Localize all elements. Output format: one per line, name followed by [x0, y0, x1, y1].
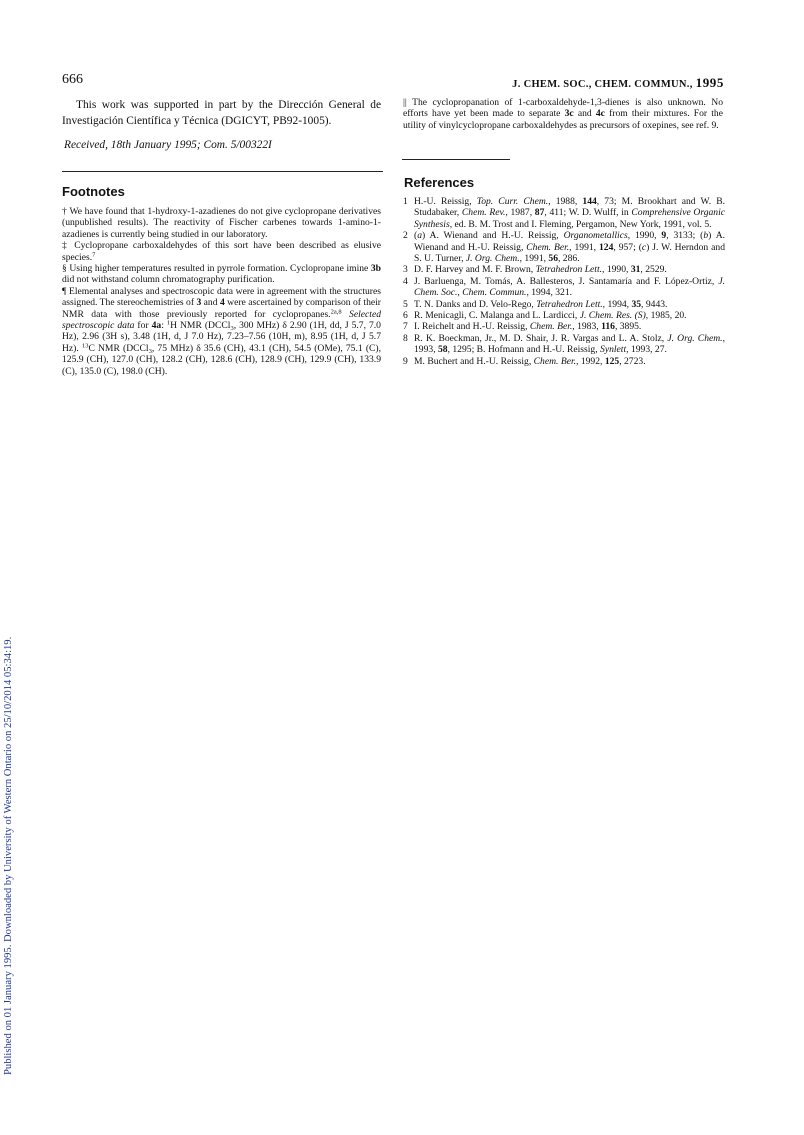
ref-volume: 144 — [582, 196, 597, 207]
ref-journal: Top. Curr. Chem. — [476, 196, 549, 207]
reference-item — [403, 321, 725, 332]
ref-journal: Chem. Ber. — [533, 355, 577, 367]
reference-number: 7 — [403, 321, 408, 333]
reference-item — [403, 356, 725, 367]
ref-journal: J. Chem. Soc., Chem. Commun. — [414, 275, 725, 299]
ref-text: , 3133; ( — [666, 230, 704, 242]
ref-volume: 58 — [437, 344, 448, 356]
ref-text: ( — [414, 230, 418, 242]
received-line: Received, 18th January 1995; Com. 5/00322I — [64, 139, 272, 151]
citation-superscript: 7 — [92, 251, 96, 259]
reference-number: 6 — [403, 310, 408, 322]
ref-journal: Organometallics — [563, 230, 628, 242]
ref-text: D. F. Harvey and M. F. Brown, — [414, 264, 536, 276]
footnote-text: did not withstand column chromatography purification. — [62, 274, 275, 286]
ref-journal: Synlett — [600, 344, 627, 356]
footnote-text: : — [161, 320, 167, 332]
footnote-text: § Using higher temperatures resulted in pyrrole formation. Cyclopropane imine — [62, 263, 371, 275]
formula-subscript: 3 — [148, 347, 152, 355]
footnote-pilcrow — [62, 286, 381, 377]
footnote-dagger: † We have found that 1-hydroxy-1-azadienes do not give cyclopropane derivatives (unpublished results). The reactivity of Fischer carbenes towards 1-amino-1-azadienes is currently being studied in our laboratory. — [62, 206, 381, 240]
footnote-text: || The cyclopropanation of 1-carboxaldehyde-1,3-dienes is also unknown. No efforts have yet been made to separate — [403, 97, 723, 120]
ref-volume: 31 — [630, 264, 641, 276]
footnote-text: from their mixtures. For the utility of vinylcyclopropane carboxaldehydes as precursors of oxepines, see ref. 9. — [403, 108, 723, 131]
ref-volume: 125 — [604, 355, 620, 367]
ref-text: , 1985, 20. — [645, 310, 687, 322]
ref-text: ) A. Wienand and H.-U. Reissig, — [422, 230, 564, 242]
footnote-text: ¶ Elemental analyses and spectroscopic data were in agreement with the structures assigned. The stereochemistries of — [62, 285, 381, 309]
ref-text: , 1992, — [576, 355, 605, 367]
ref-journal: Tetrahedron Lett. — [535, 264, 603, 276]
reference-number: 5 — [403, 298, 408, 310]
ref-journal: Chem. Ber. — [529, 321, 573, 333]
compound-label: 4c — [595, 108, 605, 120]
ref-text: , 1991, — [569, 241, 599, 253]
download-watermark: Published on 01 January 1995. Downloaded by University of Western Ontario on 25/10/2014 05:34:19. — [3, 636, 14, 1075]
right-column — [403, 97, 723, 131]
reference-number: 4 — [403, 275, 408, 287]
compound-label: 3 — [196, 297, 202, 309]
ref-text: , 1988, — [548, 196, 583, 207]
ref-text: , 1990, — [627, 230, 662, 242]
journal-year: 1995 — [695, 75, 724, 90]
ref-text: I. Reichelt and H.-U. Reissig, — [414, 321, 530, 333]
ref-volume: 116 — [601, 321, 615, 333]
footnote-text: ‡ Cyclopropane carboxaldehydes of this sort have been described as elusive species. — [62, 240, 381, 263]
section-divider — [62, 171, 383, 172]
ref-text: , 1983, — [572, 321, 602, 333]
ref-text: , 1295; B. Hofmann and H.-U. Reissig, — [447, 344, 601, 356]
reference-number: 3 — [403, 264, 408, 276]
reference-number: 2 — [403, 230, 408, 242]
ref-text: , 2529. — [640, 264, 667, 276]
ref-text: J. Barluenga, M. Tomás, A. Ballesteros, J. Santamaría and F. López-Ortiz, — [414, 275, 719, 287]
ref-volume: 35 — [631, 298, 642, 310]
reference-item — [403, 310, 725, 321]
footnotes-heading: Footnotes — [62, 184, 125, 199]
footnote-double-bar — [403, 97, 723, 131]
ref-text: , 1993, 27. — [626, 344, 667, 356]
ref-text: , 411; W. D. Wulff, in — [544, 207, 632, 219]
ref-journal: J. Chem. Res. (S) — [579, 310, 646, 322]
ref-part-label: b — [703, 230, 709, 242]
compound-label: 4a — [151, 320, 162, 332]
ref-text: R. Menicagli, C. Malanga and L. Lardicci, — [414, 310, 580, 322]
ref-volume: 124 — [599, 241, 614, 253]
reference-item — [403, 299, 725, 310]
footnote-double-dagger — [62, 240, 381, 263]
acknowledgement: This work was supported in part by the Dirección General de Investigación Científica y Técnica (DGICYT, PB92-1005). — [62, 99, 381, 127]
ref-text: , 957; ( — [613, 241, 642, 253]
citation-superscript: 2a,8 — [330, 308, 342, 316]
ref-volume: 56 — [548, 253, 558, 265]
references-list — [403, 196, 725, 367]
ref-text: , 1991, — [519, 253, 549, 265]
footnote-text: , 75 MHz) δ 35.6 (CH), 43.1 (CH), 54.5 (OMe), 75.1 (C), 125.9 (CH), 127.0 (CH), 128.2 (CH), 128.6 (CH), 128.9 (CH), 129.9 (CH), 133.9 (C), 135.0 (C), 198.0 (CH). — [62, 342, 382, 377]
footnote-text — [342, 309, 349, 320]
journal-running-head — [512, 75, 724, 91]
ref-text: T. N. Danks and D. Velo-Rego, — [414, 298, 537, 310]
ref-text: , 73; M. Brookhart and W. B. Studabaker, — [414, 196, 726, 219]
reference-number: 1 — [403, 196, 408, 207]
ref-journal: J. Org. Chem. — [667, 332, 723, 344]
ref-part-label: c — [641, 241, 647, 253]
isotope-superscript: 1 — [166, 319, 171, 327]
italic-phrase: Selected spectroscopic data — [62, 308, 382, 332]
ref-text: , ed. B. M. Trost and I. Fleming, Pergamon, New York, 1991, vol. 5. — [449, 218, 712, 230]
ref-text: ) J. W. Herndon and S. U. Turner, — [414, 241, 725, 265]
isotope-superscript: 13 — [81, 342, 89, 350]
page-number: 666 — [62, 72, 83, 87]
footnote-text: H NMR (DCCl — [170, 320, 231, 332]
ref-text: , 1993, — [414, 332, 725, 356]
footnote-rule — [402, 159, 510, 160]
footnotes-list — [62, 206, 381, 377]
footnote-section — [62, 263, 381, 286]
left-column — [62, 97, 381, 153]
reference-item — [403, 276, 725, 299]
ref-text: , 1994, 321. — [526, 287, 573, 299]
ref-journal: Chem. Rev. — [461, 207, 506, 219]
ref-text: , 1987, — [505, 207, 535, 219]
reference-number: 8 — [403, 332, 408, 344]
footnote-text: and — [201, 297, 220, 309]
reference-item — [403, 333, 725, 356]
ref-text: , 286. — [558, 253, 580, 265]
ref-text: , 3895. — [614, 321, 642, 333]
ref-journal: J. Org. Chem. — [465, 253, 520, 265]
ref-text: R. K. Boeckman, Jr., M. D. Shair, J. R. Vargas and L. A. Stolz, — [414, 332, 668, 344]
reference-item — [403, 230, 725, 264]
ref-text: M. Buchert and H.-U. Reissig, — [414, 355, 534, 367]
ref-text: , 1990, — [602, 264, 631, 276]
reference-number: 9 — [403, 355, 408, 367]
footnote-text: , 300 MHz) δ 2.90 (1H, dd, J 5.7, 7.0 Hz), 2.96 (3H s), 3.48 (1H, d, J 7.0 Hz), 7.23–7.56 (10H, m), 8.95 (1H, d, J 5.7 Hz). — [62, 320, 381, 354]
ref-volume: 87 — [534, 207, 545, 219]
compound-label: 4 — [219, 297, 225, 309]
footnote-text: C NMR (DCCl — [88, 342, 149, 354]
ref-text: , 1994, — [602, 298, 632, 310]
ref-part-label: a — [417, 230, 422, 242]
ref-journal: Chem. Ber. — [526, 241, 570, 253]
ref-text: H.-U. Reissig, — [414, 196, 477, 207]
reference-item — [403, 196, 725, 230]
journal-name: J. CHEM. SOC., CHEM. COMMUN., — [512, 79, 693, 90]
ref-text: , 2723. — [619, 355, 646, 367]
footnote-text: for — [134, 320, 152, 332]
ref-text: ) A. Wienand and H.-U. Reissig, — [414, 230, 726, 253]
footnote-text: and — [573, 108, 596, 120]
compound-label: 3c — [564, 108, 574, 120]
ref-text: , 9443. — [641, 298, 668, 310]
ref-volume: 9 — [661, 230, 667, 242]
ref-journal: Tetrahedron Lett. — [536, 298, 603, 310]
references-heading: References — [404, 175, 475, 190]
formula-subscript: 3 — [230, 325, 234, 333]
compound-label: 3b — [370, 263, 381, 275]
reference-item — [403, 264, 725, 275]
ref-book: Comprehensive Organic Synthesis — [414, 207, 726, 230]
footnote-text: were ascertained by comparison of their NMR data with those previously reported for cyclopropanes. — [62, 297, 381, 320]
